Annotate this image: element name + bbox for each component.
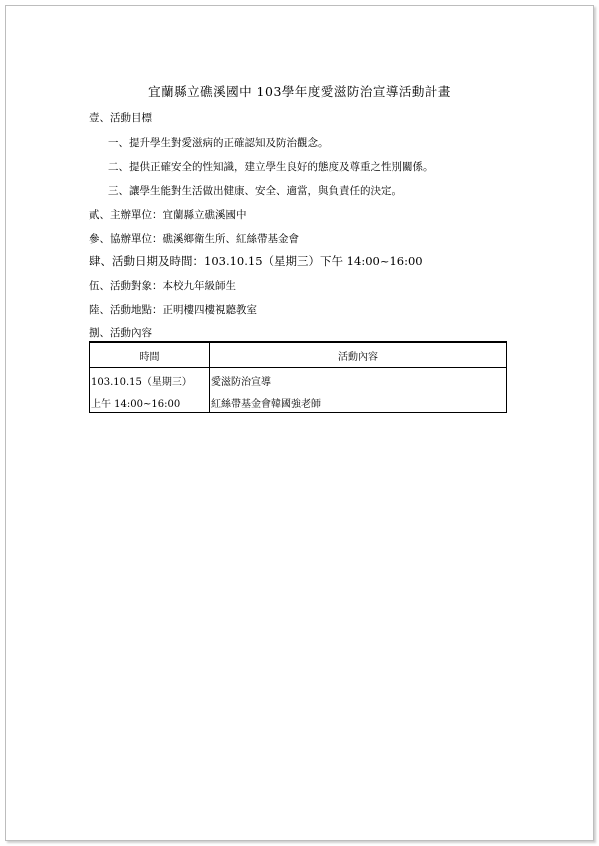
document-page — [5, 5, 594, 841]
table-header-content: 活動內容 — [210, 342, 507, 368]
activity-table — [89, 341, 507, 413]
table-cell-activity: 愛滋防治宣導 — [210, 368, 507, 394]
table-cell-time: 上午 14:00~16:00 — [90, 393, 210, 413]
document-title: 宜蘭縣立礁溪國中 103學年度愛滋防治宣導活動計畫 — [148, 84, 451, 99]
table-row — [90, 368, 507, 394]
section-organizer: 貳、主辦單位：宜蘭縣立礁溪國中 — [89, 209, 247, 221]
table-row — [90, 393, 507, 413]
table-cell-speaker: 紅絲帶基金會韓國強老師 — [210, 393, 507, 413]
section-date-time: 肆、活動日期及時間：103.10.15（星期三）下午 14:00~16:00 — [89, 254, 423, 268]
goal-item-3: 三、讓學生能對生活做出健康、安全、適當，與負責任的決定。 — [108, 185, 402, 197]
goal-item-2: 二、提供正確安全的性知識，建立學生良好的態度及尊重之性別關係。 — [108, 161, 434, 173]
section-participants: 伍、活動對象：本校九年級師生 — [89, 280, 236, 292]
section-location: 陸、活動地點：正明樓四樓視聽教室 — [89, 304, 257, 316]
table-header-row — [90, 342, 507, 368]
goal-item-1: 一、提升學生對愛滋病的正確認知及防治觀念。 — [108, 137, 329, 149]
section-co-organizer: 參、協辦單位：礁溪鄉衛生所、紅絲帶基金會 — [89, 233, 299, 245]
table-header-time: 時間 — [90, 342, 210, 368]
section-content-heading: 捌、活動內容 — [89, 327, 152, 339]
section-goals-heading: 壹、活動目標 — [89, 112, 152, 124]
table-cell-date: 103.10.15（星期三） — [90, 368, 210, 394]
